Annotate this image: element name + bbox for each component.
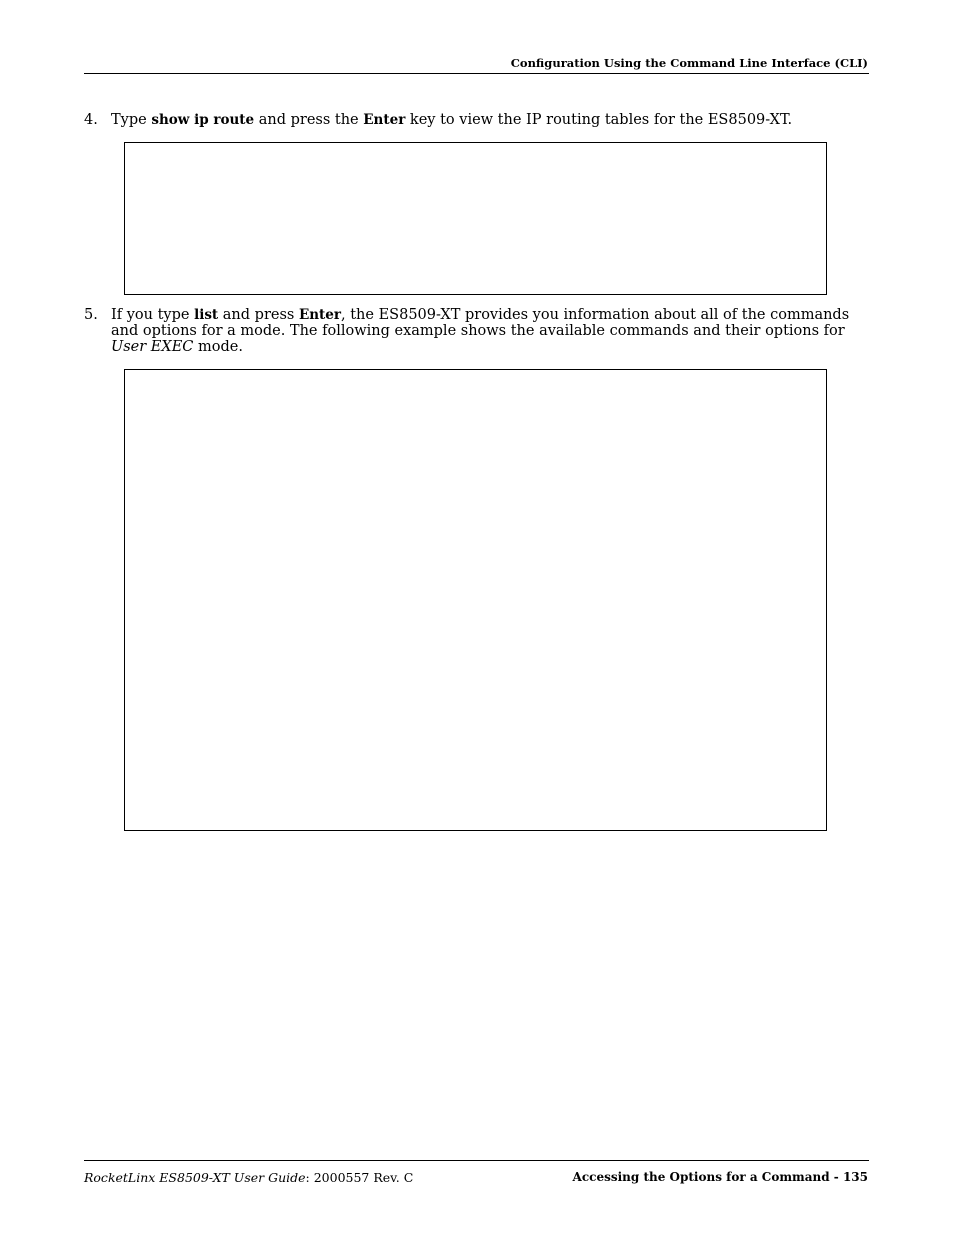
text-run: and press — [218, 307, 299, 323]
command-keyword: list — [194, 307, 219, 323]
step-number: 5. — [84, 307, 98, 323]
text-run: key to view the IP routing tables for the ES8509-XT. — [405, 112, 793, 128]
cli-output-box-list — [124, 369, 827, 831]
doc-revision: : 2000557 Rev. C — [305, 1170, 414, 1185]
command-keyword: show ip route — [151, 112, 255, 128]
footer-rule — [84, 1160, 869, 1161]
doc-title: RocketLinx ES8509-XT User Guide — [84, 1170, 306, 1185]
footer-section-page: Accessing the Options for a Command - 135 — [572, 1170, 868, 1184]
text-run: Type — [111, 112, 152, 128]
key-name: Enter — [363, 112, 406, 128]
step-text — [111, 307, 860, 355]
cli-output-box-route — [124, 142, 827, 295]
text-run: If you type — [111, 307, 195, 323]
text-run: mode. — [193, 339, 243, 355]
text-run: and press the — [254, 112, 364, 128]
step-4 — [84, 112, 860, 128]
mode-name: User EXEC — [111, 339, 194, 355]
step-5 — [84, 307, 860, 355]
step-text — [111, 112, 860, 128]
step-number: 4. — [84, 112, 98, 128]
text-run: , the ES8509-XT provides you information about all of the commands and options for a mode. The following example shows the available commands and their options for — [111, 307, 850, 339]
footer-doc-info — [84, 1170, 413, 1185]
running-header: Configuration Using the Command Line Interface (CLI) — [510, 56, 868, 70]
header-rule — [84, 73, 869, 74]
key-name: Enter — [298, 307, 341, 323]
